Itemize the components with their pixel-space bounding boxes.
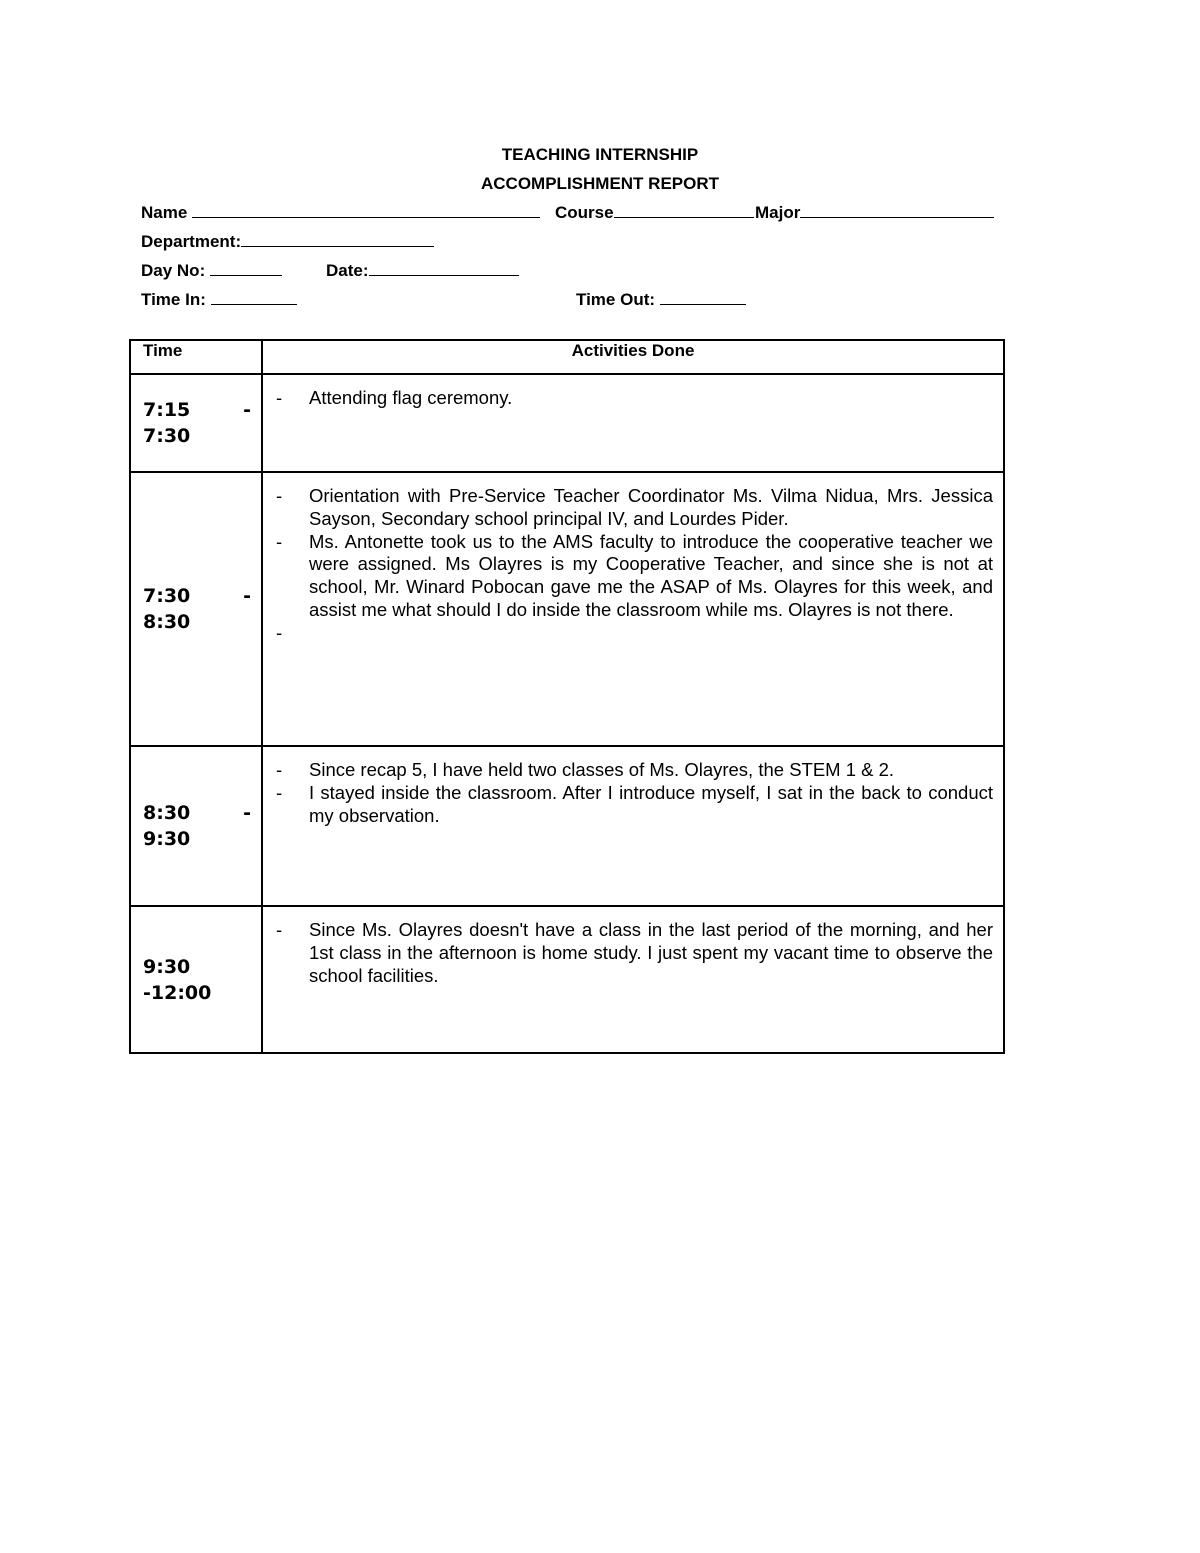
activities-cell	[262, 906, 1004, 1053]
time-in-label: Time In:	[141, 290, 206, 309]
name-blank[interactable]	[192, 202, 540, 218]
course-blank[interactable]	[614, 202, 754, 218]
day-no-label: Day No:	[141, 261, 206, 280]
time-start: 9:30	[143, 955, 191, 978]
activity-item: - Orientation with Pre-Service Teacher Coordinator Ms. Vilma Nidua, Mrs. Jessica Sayson, Secondary school principal IV, and Lourdes Pider.	[309, 485, 993, 531]
time-cell	[130, 472, 262, 746]
activity-list	[309, 387, 993, 410]
department-blank[interactable]	[241, 231, 434, 247]
time-separator: -	[243, 585, 251, 607]
time-end: 8:30	[143, 611, 191, 633]
time-in-blank[interactable]	[211, 289, 297, 305]
time-end: 7:30	[143, 425, 191, 447]
activities-cell	[262, 374, 1004, 472]
day-no-blank[interactable]	[210, 260, 282, 276]
major-field[interactable]	[755, 202, 994, 223]
activities-cell	[262, 472, 1004, 746]
activity-item: - Attending flag ceremony.	[309, 387, 993, 410]
activity-item: - Since Ms. Olayres doesn't have a class in the last period of the morning, and her 1st class in the afternoon is home study. I just spent my vacant time to observe the school facilities.	[309, 919, 993, 987]
name-label: Name	[141, 203, 188, 222]
course-field[interactable]	[555, 202, 754, 223]
table-row	[130, 374, 1004, 472]
report-title-line-1: TEACHING INTERNSHIP	[501, 145, 699, 164]
activities-table	[129, 339, 1005, 1054]
time-start: 8:30	[143, 802, 191, 824]
time-in-field[interactable]	[141, 289, 297, 310]
time-separator: -	[243, 399, 251, 421]
activities-column-header: Activities Done	[262, 340, 1004, 374]
table-row	[130, 746, 1004, 906]
course-label: Course	[555, 203, 614, 222]
activities-cell	[262, 746, 1004, 906]
activity-item: - Since recap 5, I have held two classes of Ms. Olayres, the STEM 1 & 2.	[309, 759, 993, 782]
time-separator: -	[243, 802, 251, 824]
activity-item-empty	[309, 622, 993, 645]
time-out-field[interactable]	[576, 289, 746, 310]
time-cell	[130, 374, 262, 472]
department-label: Department:	[141, 232, 242, 251]
activity-item: - I stayed inside the classroom. After I introduce myself, I sat in the back to conduct my observation.	[309, 782, 993, 828]
date-field[interactable]	[326, 260, 519, 281]
time-column-header: Time	[130, 340, 262, 374]
department-field[interactable]	[141, 231, 434, 252]
time-out-blank[interactable]	[660, 289, 746, 305]
time-end: 9:30	[143, 828, 191, 850]
day-no-field[interactable]	[141, 260, 282, 281]
table-row	[130, 906, 1004, 1053]
time-start: 7:30	[143, 585, 191, 607]
time-cell	[130, 746, 262, 906]
activity-list	[309, 919, 993, 987]
time-out-label: Time Out:	[576, 290, 656, 309]
name-field[interactable]	[141, 202, 540, 223]
date-blank[interactable]	[369, 260, 519, 276]
activity-list	[309, 759, 993, 827]
table-row	[130, 472, 1004, 746]
report-title-line-2: ACCOMPLISHMENT REPORT	[481, 174, 719, 193]
activity-list	[309, 485, 993, 645]
time-cell	[130, 906, 262, 1053]
major-label: Major	[755, 203, 801, 222]
activity-item: - Ms. Antonette took us to the AMS faculty to introduce the cooperative teacher we were assigned. Ms Olayres is my Cooperative Teacher, and since she is not at school, Mr. Winard Pobocan gave me the ASAP of Ms. Olayres for this week, and assist me what should I do inside the classroom while ms. Olayres is not there.	[309, 531, 993, 622]
table-header-row	[130, 340, 1004, 374]
time-end: -12:00	[143, 981, 212, 1004]
time-start: 7:15	[143, 399, 191, 421]
date-label: Date:	[326, 261, 369, 280]
major-blank[interactable]	[800, 202, 994, 218]
